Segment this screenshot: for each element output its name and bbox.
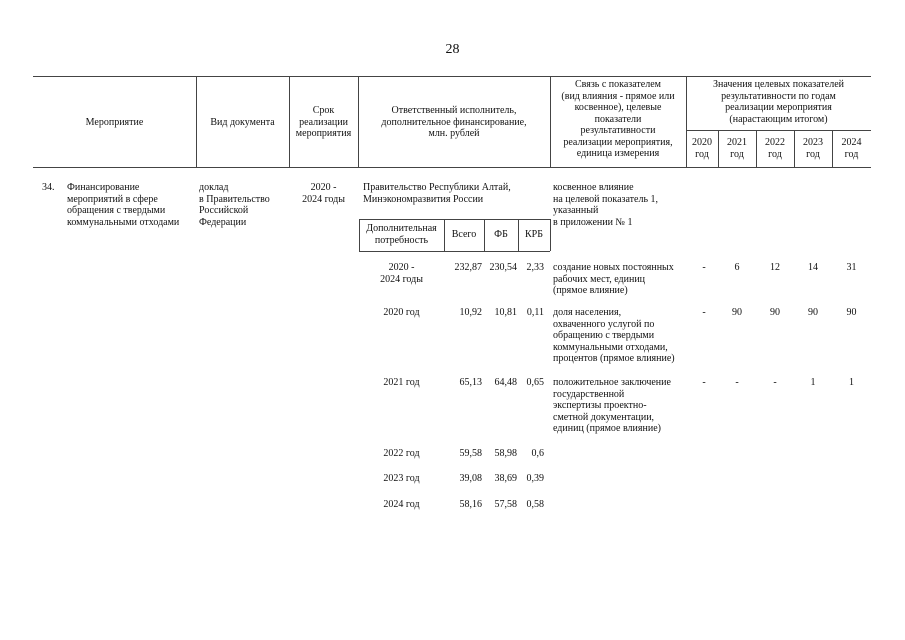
header-year-2024: 2024 год xyxy=(841,137,862,160)
header-doc-type: Вид документа xyxy=(210,117,275,128)
indicator-value-2024: 1 xyxy=(849,377,854,388)
indicator-value-2021: 90 xyxy=(732,307,742,318)
finance-period: 2021 год xyxy=(383,377,420,388)
indicator-value-2020: - xyxy=(702,307,706,318)
header-year-2020: 2020 год xyxy=(692,137,712,160)
table-top-border xyxy=(33,76,871,77)
row-number: 34. xyxy=(42,182,55,193)
subheader-top-border xyxy=(359,219,550,220)
page-number: 28 xyxy=(445,42,460,57)
finance-period: 2020 год xyxy=(383,307,420,318)
indicator-value-2020: - xyxy=(702,377,706,388)
indicator-value-2023: 1 xyxy=(810,377,816,388)
header-year-2022: 2022 год xyxy=(765,137,785,160)
finance-krb: 2,33 xyxy=(526,262,544,273)
table-header-bottom-border xyxy=(33,167,871,168)
finance-krb: 0,39 xyxy=(526,473,544,484)
finance-fb: 64,48 xyxy=(494,377,517,388)
header-targets: Значения целевых показателей результативности по годам реализации мероприятия (нарастающим итогом) xyxy=(712,79,845,125)
finance-period: 2022 год xyxy=(383,448,420,459)
subheader-need: Дополнительная потребность xyxy=(366,223,437,246)
header-link: Связь с показателем (вид влияния - прямое или косвенное), целевые показатели результативности реализации мероприятия, единица измерения xyxy=(561,79,675,159)
finance-total: 39,08 xyxy=(459,473,482,484)
finance-krb: 0,65 xyxy=(526,377,544,388)
finance-period: 2020 - 2024 годы xyxy=(380,262,423,285)
subheader-krb: КРБ xyxy=(525,229,543,240)
finance-fb: 230,54 xyxy=(489,262,517,273)
finance-fb: 10,81 xyxy=(494,307,517,318)
indicator-value-2021: 6 xyxy=(734,262,740,273)
finance-krb: 0,6 xyxy=(531,448,544,459)
finance-period: 2023 год xyxy=(383,473,420,484)
indicator-value-2021: - xyxy=(735,377,739,388)
indicator-text: доля населения, охваченного услугой по обращению с твердыми коммунальными отходами, процентов (прямое влияние) xyxy=(553,307,675,364)
header-year-2023: 2023 год xyxy=(803,137,823,160)
finance-fb: 38,69 xyxy=(494,473,517,484)
finance-total: 232,87 xyxy=(454,262,482,273)
indicator-value-2023: 14 xyxy=(808,262,818,273)
row-doc-type: доклад в Правительство Российской Федерации xyxy=(199,182,270,228)
header-year-2021: 2021 год xyxy=(727,137,747,160)
finance-total: 10,92 xyxy=(459,307,482,318)
indicator-value-2022: 12 xyxy=(770,262,780,273)
row-link-intro: косвенное влияние на целевой показатель 1, указанный в приложении № 1 xyxy=(553,182,658,228)
years-split-line xyxy=(686,130,871,131)
subheader-fb: ФБ xyxy=(494,229,508,240)
indicator-value-2022: 90 xyxy=(770,307,780,318)
finance-total: 59,58 xyxy=(459,448,482,459)
indicator-value-2022: - xyxy=(773,377,777,388)
indicator-value-2020: - xyxy=(702,262,706,273)
subheader-total: Всего xyxy=(451,229,477,240)
finance-period: 2024 год xyxy=(383,499,420,510)
finance-krb: 0,58 xyxy=(526,499,544,510)
indicator-text: положительное заключение государственной экспертизы проектно- сметной документации, единиц (прямое влияние) xyxy=(553,377,671,434)
subheader-bottom-border xyxy=(359,251,550,252)
subheader-divider xyxy=(550,219,551,251)
row-term: 2020 - 2024 годы xyxy=(302,182,345,205)
finance-total: 58,16 xyxy=(459,499,482,510)
header-term: Срок реализации мероприятия xyxy=(295,105,352,139)
finance-total: 65,13 xyxy=(459,377,482,388)
finance-krb: 0,11 xyxy=(526,307,544,318)
indicator-text: создание новых постоянных рабочих мест, единиц (прямое влияние) xyxy=(553,262,674,296)
finance-fb: 57,58 xyxy=(494,499,517,510)
row-responsible: Правительство Республики Алтай, Минэкономразвития России xyxy=(363,182,511,205)
finance-fb: 58,98 xyxy=(494,448,517,459)
indicator-value-2023: 90 xyxy=(808,307,818,318)
indicator-value-2024: 31 xyxy=(846,262,857,273)
row-activity: Финансирование мероприятий в сфере обращения с твердыми коммунальными отходами xyxy=(67,182,180,228)
indicator-value-2024: 90 xyxy=(846,307,857,318)
header-activity: Мероприятие xyxy=(85,117,144,128)
header-responsible: Ответственный исполнитель, дополнительное финансирование, млн. рублей xyxy=(381,105,527,139)
